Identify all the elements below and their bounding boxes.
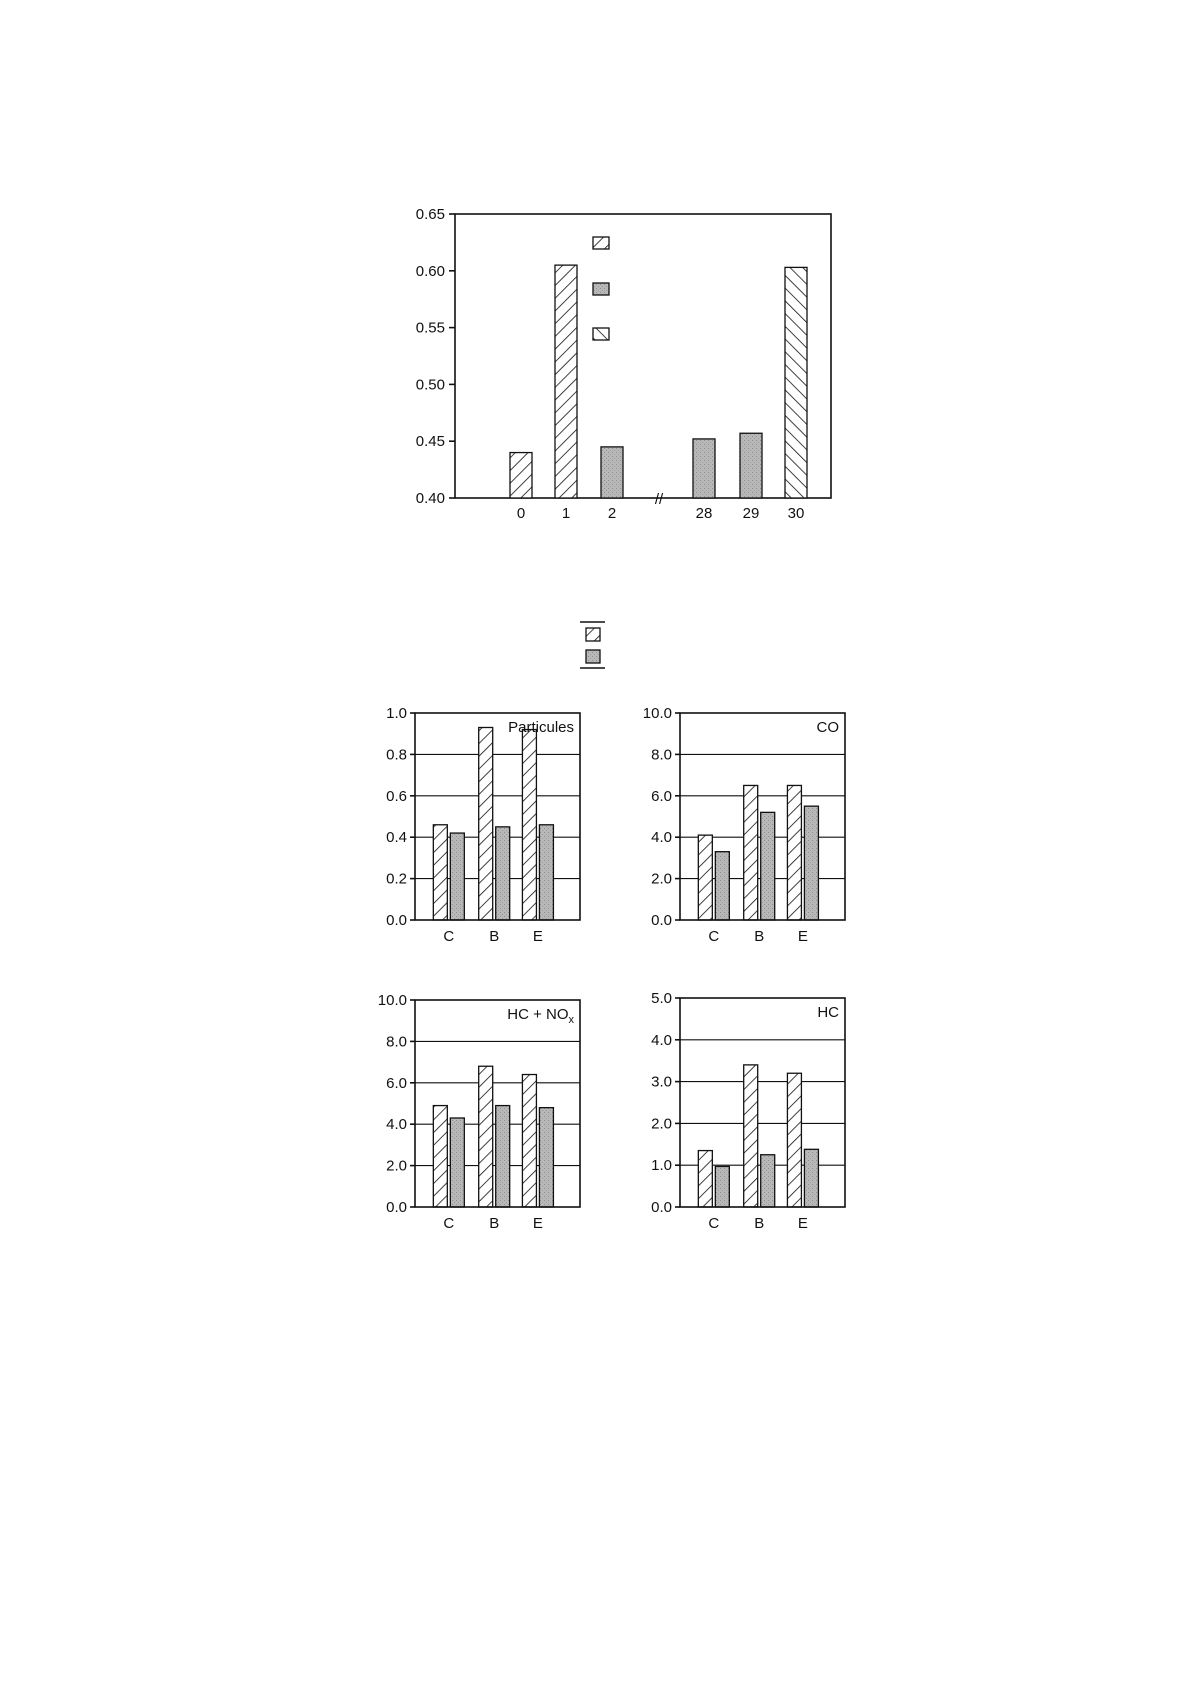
- particules-chart-x-tick-label: E: [532, 928, 543, 945]
- hc-chart-y-tick-label: 0.0: [651, 1199, 672, 1216]
- hc-chart-y-tick-label: 2.0: [651, 1115, 672, 1133]
- co-chart-y-tick-label: 0.0: [651, 912, 672, 929]
- hc-nox-chart-bar: [479, 1066, 493, 1207]
- particules-chart-bar: [450, 833, 464, 920]
- hc-chart-x-tick-label: C: [708, 1215, 720, 1232]
- top-chart-bar: [510, 453, 532, 498]
- co-chart-x-tick-label: E: [797, 928, 808, 945]
- hc-nox-chart-y-tick-label: 8.0: [386, 1033, 407, 1051]
- top-chart-y-tick-label: 0.45: [415, 433, 445, 451]
- hc-nox-chart: [378, 992, 580, 1232]
- co-chart-bar: [715, 852, 729, 920]
- top-chart-y-tick-label: 0.40: [415, 490, 445, 507]
- shared-legend-solid-swatch: [586, 650, 600, 663]
- particules-chart-bar: [496, 827, 510, 920]
- top-chart-x-tick-label: 1: [561, 505, 571, 522]
- hc-chart-bar: [744, 1065, 758, 1207]
- particules-chart-y-tick-label: 0.4: [386, 829, 407, 847]
- co-chart-x-tick-label: B: [754, 928, 765, 945]
- hc-chart-bar: [787, 1073, 801, 1207]
- co-chart-y-tick-label: 4.0: [651, 829, 672, 847]
- hc-nox-chart-bar: [450, 1118, 464, 1207]
- particules-chart-bar: [539, 825, 553, 920]
- top-chart-y-tick-label: 0.65: [415, 206, 445, 223]
- hc-nox-chart-y-tick-label: 2.0: [386, 1157, 407, 1175]
- hc-nox-chart-y-tick-label: 0.0: [386, 1199, 407, 1216]
- co-chart-bar: [698, 835, 712, 920]
- top-chart-x-tick-label: 30: [787, 505, 805, 522]
- co-chart: [643, 705, 845, 945]
- hc-chart-bar: [698, 1151, 712, 1207]
- particules-chart-title: [508, 719, 574, 736]
- hc-nox-chart-x-tick-label: E: [532, 1215, 543, 1232]
- hc-nox-chart-bar: [496, 1106, 510, 1207]
- particules-chart-bar: [479, 727, 493, 920]
- top-chart-y-tick-label: 0.55: [415, 319, 445, 337]
- hc-chart-y-tick-label: 4.0: [651, 1031, 672, 1049]
- hc-nox-chart-y-tick-label: 4.0: [386, 1116, 407, 1134]
- hc-nox-chart-y-tick-label: 6.0: [386, 1074, 407, 1092]
- co-chart-y-tick-label: 6.0: [651, 787, 672, 805]
- top-chart-bar: [693, 439, 715, 498]
- hc-chart-y-tick-label: 3.0: [651, 1073, 672, 1091]
- top-chart-x-tick-label: 2: [607, 505, 617, 522]
- particules-chart-x-tick-label: B: [489, 928, 500, 945]
- top-chart-bar: [601, 447, 623, 498]
- co-chart-bar: [761, 812, 775, 920]
- hc-nox-chart-bar: [433, 1106, 447, 1207]
- co-chart-title: [817, 719, 840, 736]
- hc-nox-chart-title-text: HC + NO: [507, 1006, 569, 1023]
- co-chart-y-tick-label: 2.0: [651, 870, 672, 888]
- top-chart-x-tick-label: 28: [695, 505, 713, 522]
- hc-nox-chart-x-tick-label: B: [489, 1215, 500, 1232]
- co-chart-y-tick-label: 10.0: [642, 705, 672, 722]
- shared-legend-hatch-swatch: [586, 628, 600, 641]
- particules-chart-y-tick-label: 0.6: [386, 787, 407, 805]
- hc-nox-chart-x-tick-label: C: [443, 1215, 455, 1232]
- hc-chart-y-tick-label: 1.0: [651, 1157, 672, 1175]
- top-chart-legend-swatch: [593, 283, 609, 295]
- hc-nox-chart-bar: [539, 1108, 553, 1207]
- hc-chart-bar: [761, 1155, 775, 1207]
- hc-chart-title: [817, 1004, 839, 1021]
- particules-chart: [386, 705, 580, 945]
- top-chart-y-tick-label: 0.50: [415, 376, 445, 394]
- hc-nox-chart-title-subscript: x: [568, 1014, 574, 1026]
- particules-chart-y-tick-label: 0.0: [386, 912, 407, 929]
- charts-layer: [378, 206, 845, 1232]
- hc-chart-bar: [804, 1149, 818, 1207]
- particules-chart-y-tick-label: 0.8: [386, 746, 407, 764]
- hc-chart-title-text: HC: [817, 1004, 839, 1021]
- co-chart-x-tick-label: C: [708, 928, 720, 945]
- top-chart-legend-swatch: [593, 328, 609, 340]
- particules-chart-y-tick-label: 0.2: [386, 870, 407, 888]
- particules-chart-y-tick-label: 1.0: [386, 705, 407, 722]
- co-chart-bar: [744, 785, 758, 920]
- top-chart-y-tick-label: 0.60: [415, 262, 445, 280]
- hc-chart-y-tick-label: 5.0: [651, 990, 672, 1007]
- co-chart-bar: [804, 806, 818, 920]
- hc-chart-bar: [715, 1166, 729, 1207]
- particules-chart-x-tick-label: C: [443, 928, 455, 945]
- particules-chart-title-text: Particules: [508, 719, 574, 736]
- hc-nox-chart-y-tick-label: 10.0: [377, 992, 407, 1009]
- top-chart-bar: [555, 265, 577, 498]
- hc-chart: [651, 990, 845, 1232]
- hc-nox-chart-title: [507, 1006, 574, 1026]
- top-chart-bar: [740, 433, 762, 498]
- top-chart-axis-break: //: [654, 491, 664, 508]
- co-chart-bar: [787, 785, 801, 920]
- top-chart-x-tick-label: 29: [742, 505, 760, 522]
- hc-chart-x-tick-label: B: [754, 1215, 765, 1232]
- particules-chart-bar: [522, 730, 536, 920]
- top-chart-legend-swatch: [593, 237, 609, 249]
- hc-nox-chart-bar: [522, 1075, 536, 1207]
- co-chart-y-tick-label: 8.0: [651, 746, 672, 764]
- particules-chart-bar: [433, 825, 447, 920]
- top-chart-bar: [785, 267, 807, 498]
- top-chart: [416, 206, 831, 522]
- co-chart-title-text: CO: [816, 719, 839, 736]
- shared-legend: [580, 622, 605, 668]
- hc-chart-x-tick-label: E: [797, 1215, 808, 1232]
- top-chart-x-tick-label: 0: [516, 505, 526, 522]
